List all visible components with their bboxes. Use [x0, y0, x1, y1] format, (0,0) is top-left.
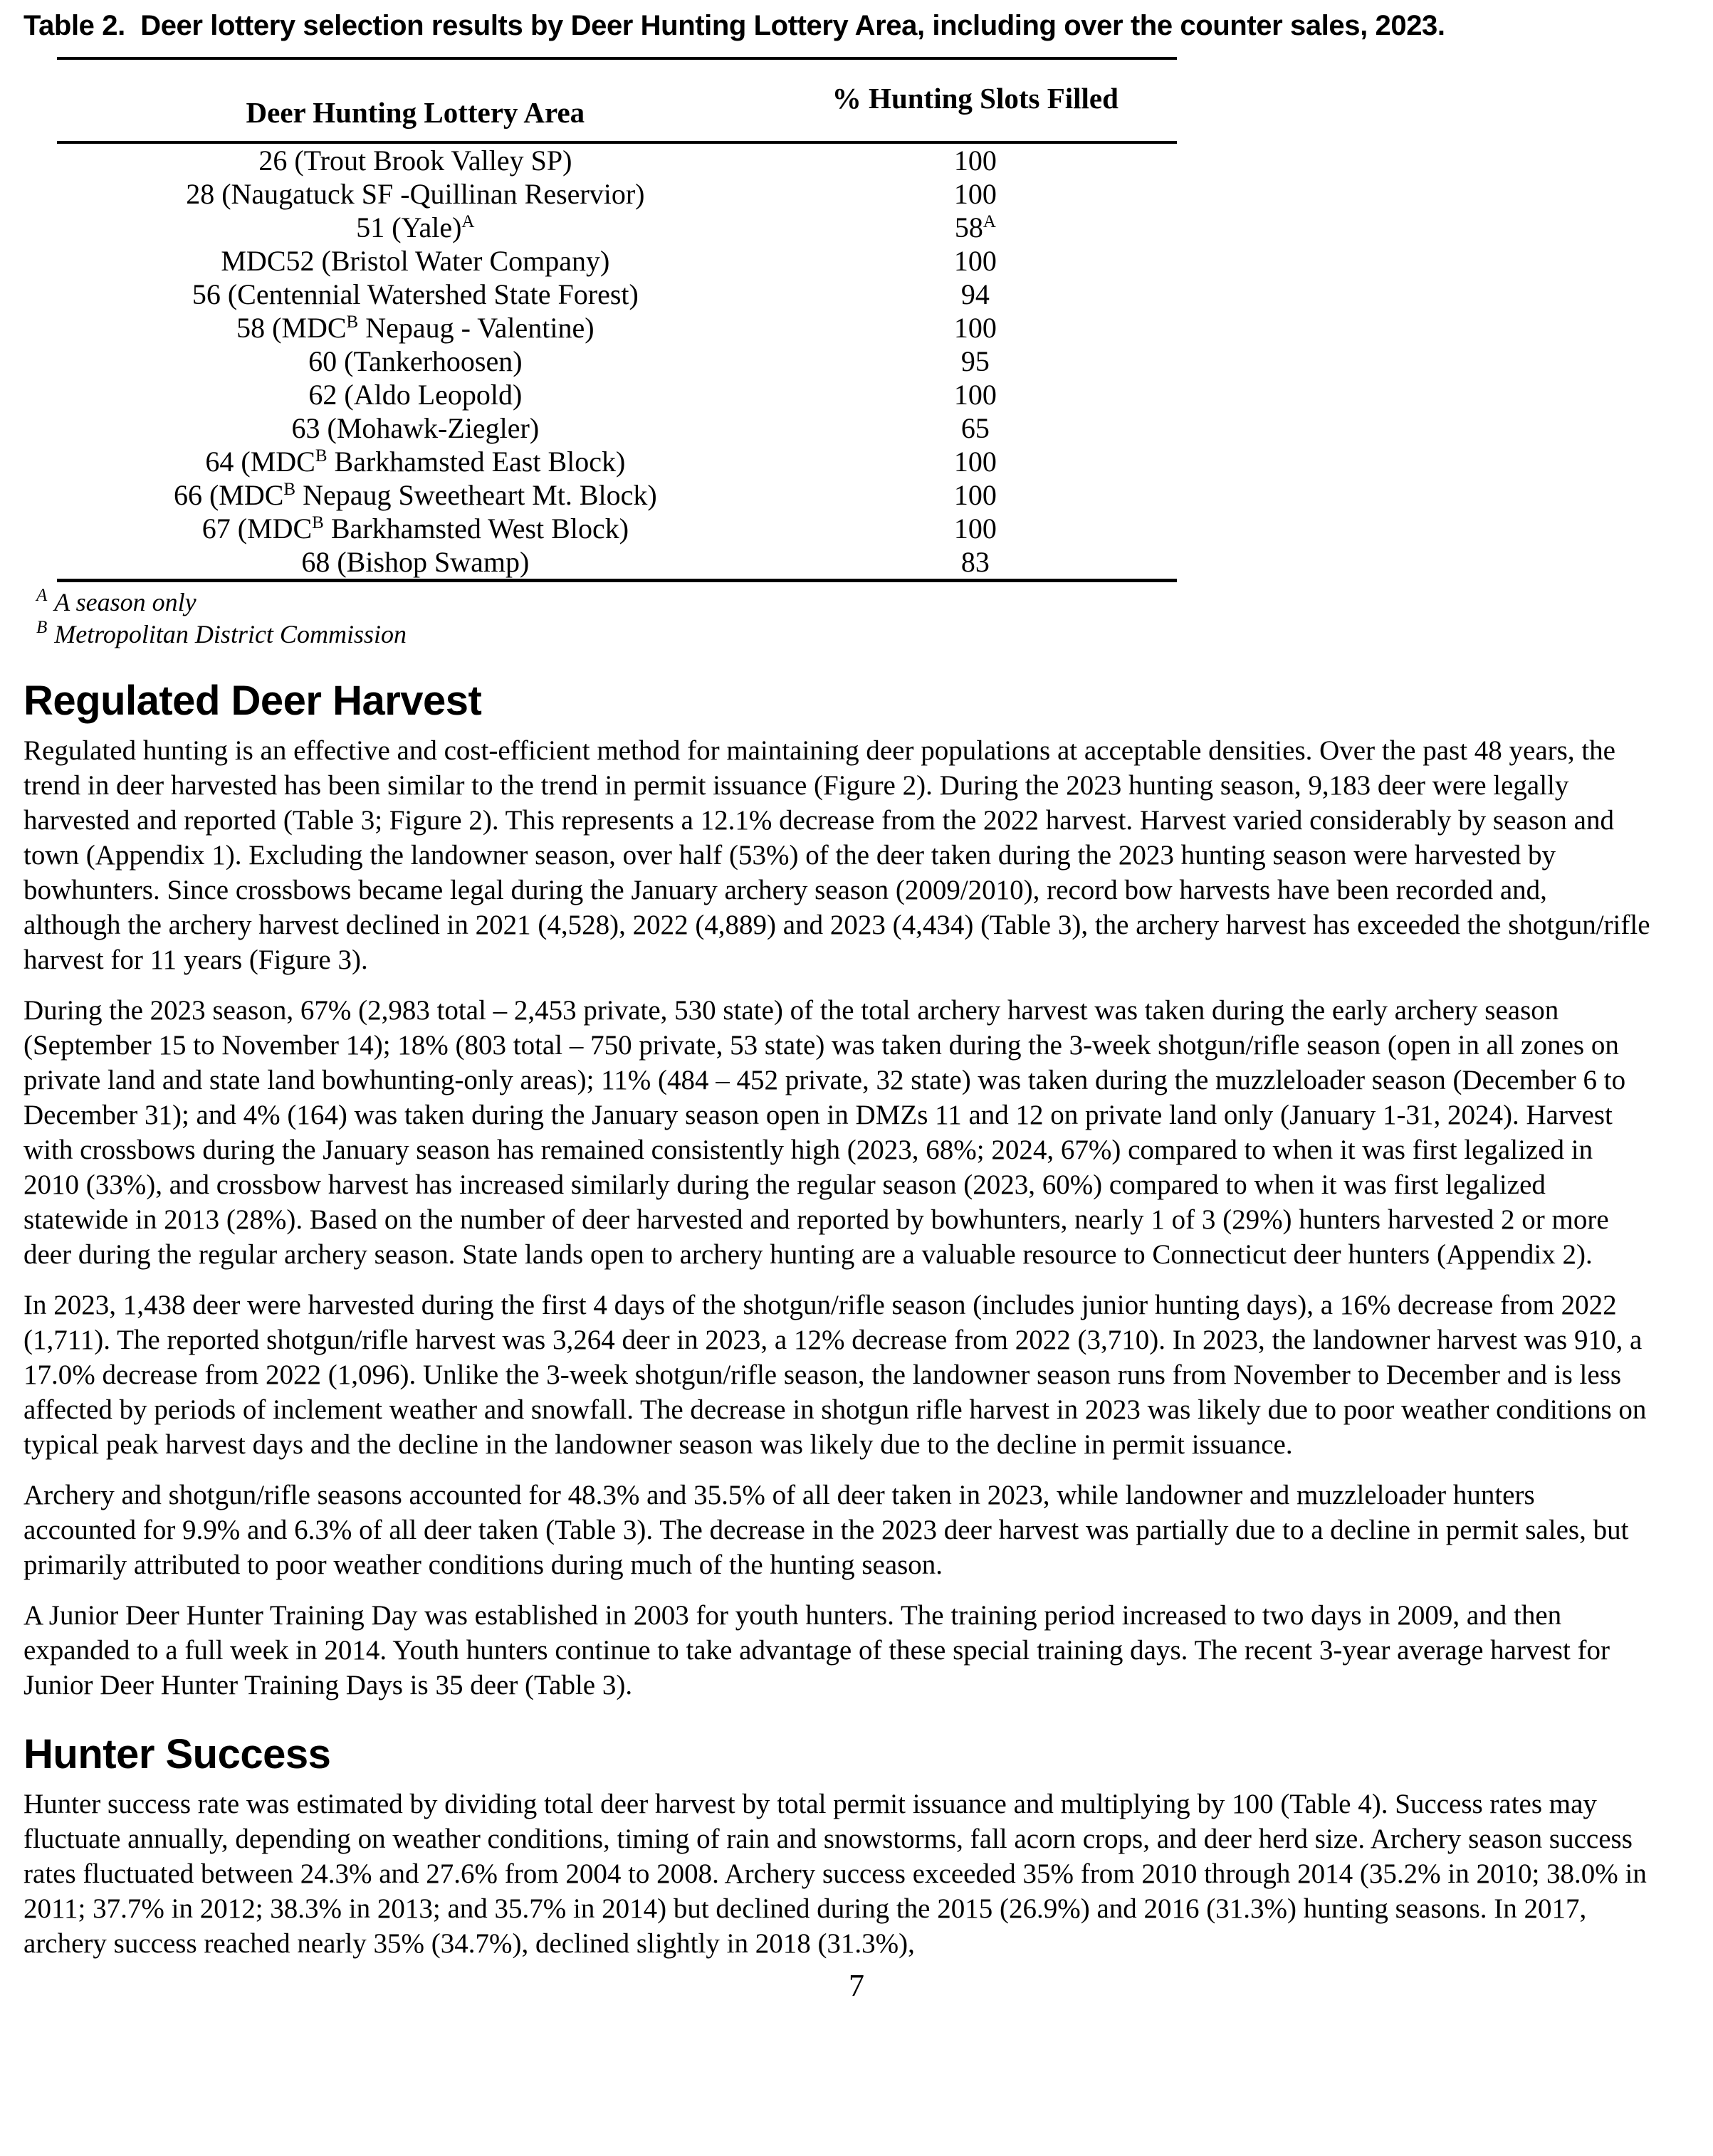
paragraph: Hunter success rate was estimated by dividing total deer harvest by total permit issuance and multiplying by 100 (Table 4). Success rates may fluctuate annually, depending on weather conditions, timing of rain and snowstorms, fall acorn crops, and deer herd size. Archery season success rates fluctuated between 24.3% and 27.6% from 2004 to 2008. Archery success exceeded 35% from 2010 through 2014 (35.2% in 2010; 38.0% in 2011; 37.7% in 2012; 38.3% in 2013; and 35.7% in 2014) but declined during the 2015 (26.9%) and 2016 (31.3%) hunting seasons. In 2017, archery success reached nearly 35% (34.7%), declined slightly in 2018 (31.3%), — [23, 1789, 1647, 1959]
table2-caption: Table 2. Deer lottery selection results by Deer Hunting Lottery Area, including over the counter sales, 2023. — [23, 10, 1445, 41]
footnote-marker: B — [283, 480, 296, 499]
footnote-marker: B — [36, 618, 48, 637]
col-header-slots-filled: % Hunting Slots Filled — [832, 82, 1119, 115]
footnote-marker: A — [36, 586, 48, 605]
footnote-b — [36, 619, 1690, 651]
area-label: 63 (Mohawk-Ziegler) — [291, 412, 540, 444]
percent-filled-value: 100 — [953, 312, 997, 344]
area-label: 26 (Trout Brook Valley SP) — [258, 144, 572, 177]
percent-filled-value: 100 — [953, 245, 997, 277]
percent-filled-value: 100 — [953, 144, 997, 177]
page-number: 7 — [849, 1968, 864, 2003]
area-label-cont: Barkhamsted East Block) — [327, 446, 626, 478]
footnote-marker: A — [983, 212, 996, 231]
area-label-cont: Nepaug Sweetheart Mt. Block) — [295, 479, 657, 511]
table2-footnotes — [36, 587, 1690, 651]
percent-filled-value: 94 — [960, 278, 990, 310]
table2-deer-lottery-results — [57, 57, 1177, 582]
table-header-row — [57, 58, 1177, 142]
area-label: 56 (Centennial Watershed State Forest) — [192, 278, 639, 310]
paragraph: In 2023, 1,438 deer were harvested during the first 4 days of the shotgun/rifle season (includes junior hunting days), a 16% decrease from 2022 (1,711). The reported shotgun/rifle harvest was 3,264 deer in 2023, a 12% decrease from 2022 (3,710). In 2023, the landowner harvest was 910, a 17.0% decrease from 2022 (1,096). Unlike the 3-week shotgun/rifle season, the landowner season runs from November to December and is less affected by periods of inclement weather and snowfall. The decrease in shotgun rifle harvest in 2023 was likely due to poor weather conditions on typical peak harvest days and the decline in the landowner season was likely due to the decline in permit issuance. — [23, 1290, 1647, 1460]
table-row — [57, 478, 1177, 512]
table-row — [57, 512, 1177, 545]
paragraph: A Junior Deer Hunter Training Day was established in 2003 for youth hunters. The training period increased to two days in 2009, and then expanded to a full week in 2014. Youth hunters continue to take advantage of these special training days. The recent 3-year average harvest for Junior Deer Hunter Training Days is 35 deer (Table 3). — [23, 1600, 1610, 1700]
paragraph: Archery and shotgun/rifle seasons accounted for 48.3% and 35.5% of all deer taken in 2023, while landowner and muzzleloader hunters accounted for 9.9% and 6.3% of all deer taken (Table 3). The decrease in the 2023 deer harvest was partially due to a decline in permit sales, but primarily attributed to poor weather conditions during much of the hunting season. — [23, 1480, 1629, 1580]
footnote-text: A season only — [54, 588, 197, 616]
table-row — [57, 545, 1177, 581]
section-heading-regulated-deer-harvest: Regulated Deer Harvest — [23, 678, 482, 724]
area-label: MDC52 (Bristol Water Company) — [221, 245, 610, 277]
percent-filled-value: 65 — [960, 412, 990, 444]
footnote-marker: B — [312, 513, 324, 532]
area-label: 64 (MDC — [205, 446, 315, 478]
table-row — [57, 177, 1177, 211]
area-label: 62 (Aldo Leopold) — [308, 379, 523, 411]
footnote-marker: A — [461, 212, 475, 231]
table-row — [57, 311, 1177, 345]
percent-filled-value: 83 — [960, 546, 990, 578]
percent-filled-value: 100 — [953, 379, 997, 411]
table-row — [57, 278, 1177, 311]
col-header-lottery-area: Deer Hunting Lottery Area — [246, 96, 585, 129]
paragraph: During the 2023 season, 67% (2,983 total – 2,453 private, 530 state) of the total archery harvest was taken during the early archery season (September 15 to November 14); 18% (803 total – 750 private, 53 state) was taken during the 3-week shotgun/rifle season (open in all zones on private land and state land bowhunting-only areas); 11% (484 – 452 private, 32 state) was taken during the muzzleloader season (December 6 to December 31); and 4% (164) was taken during the January season open in DMZs 11 and 12 on private land only (January 1-31, 2024). Harvest with crossbows during the January season has remained consistently high (2023, 68%; 2024, 67%) compared to when it was first legalized in 2010 (33%), and crossbow harvest has increased similarly during the regular season (2023, 60%) compared to when it was first legalized statewide in 2013 (28%). Based on the number of deer harvested and reported by bowhunters, nearly 1 of 3 (29%) hunters harvested 2 or more deer during the regular archery season. State lands open to archery hunting are a valuable resource to Connecticut deer hunters (Appendix 2). — [23, 995, 1626, 1270]
percent-filled-value: 100 — [953, 512, 997, 545]
table-row — [57, 345, 1177, 378]
area-label: 66 (MDC — [173, 479, 284, 511]
paragraph: Regulated hunting is an effective and cost-efficient method for maintaining deer populations at acceptable densities. Over the past 48 years, the trend in deer harvested has been similar to the trend in permit issuance (Figure 2). During the 2023 hunting season, 9,183 deer were legally harvested and reported (Table 3; Figure 2). This represents a 12.1% decrease from the 2022 harvest. Harvest varied considerably by season and town (Appendix 1). Excluding the landowner season, over half (53%) of the deer taken during the 2023 hunting season were harvested by bowhunters. Since crossbows became legal during the January archery season (2009/2010), record bow harvests have been recorded and, although the archery harvest declined in 2021 (4,528), 2022 (4,889) and 2023 (4,434) (Table 3), the archery harvest has exceeded the shotgun/rifle harvest for 11 years (Figure 3). — [23, 735, 1650, 975]
area-label-cont: Barkhamsted West Block) — [323, 512, 629, 545]
footnote-a — [36, 587, 1690, 619]
area-label-cont: Nepaug - Valentine) — [358, 312, 594, 344]
table-row — [57, 378, 1177, 411]
area-label: 28 (Naugatuck SF -Quillinan Reservior) — [186, 178, 645, 210]
area-label: 68 (Bishop Swamp) — [301, 546, 530, 578]
footnote-marker: B — [346, 312, 359, 332]
area-label: 67 (MDC — [201, 512, 313, 545]
area-label: 51 (Yale) — [356, 211, 462, 243]
table-row — [57, 445, 1177, 478]
percent-filled-value: 58 — [954, 211, 983, 243]
table-row — [57, 244, 1177, 278]
table-row — [57, 211, 1177, 244]
percent-filled-value: 100 — [953, 446, 997, 478]
percent-filled-value: 100 — [953, 178, 997, 210]
table-row — [57, 142, 1177, 177]
percent-filled-value: 95 — [960, 345, 990, 377]
percent-filled-value: 100 — [953, 479, 997, 511]
area-label: 58 (MDC — [236, 312, 347, 344]
footnote-text: Metropolitan District Commission — [54, 620, 407, 648]
footnote-marker: B — [315, 446, 328, 466]
area-label: 60 (Tankerhoosen) — [308, 345, 523, 377]
table-row — [57, 411, 1177, 445]
section-heading-hunter-success: Hunter Success — [23, 1731, 331, 1777]
